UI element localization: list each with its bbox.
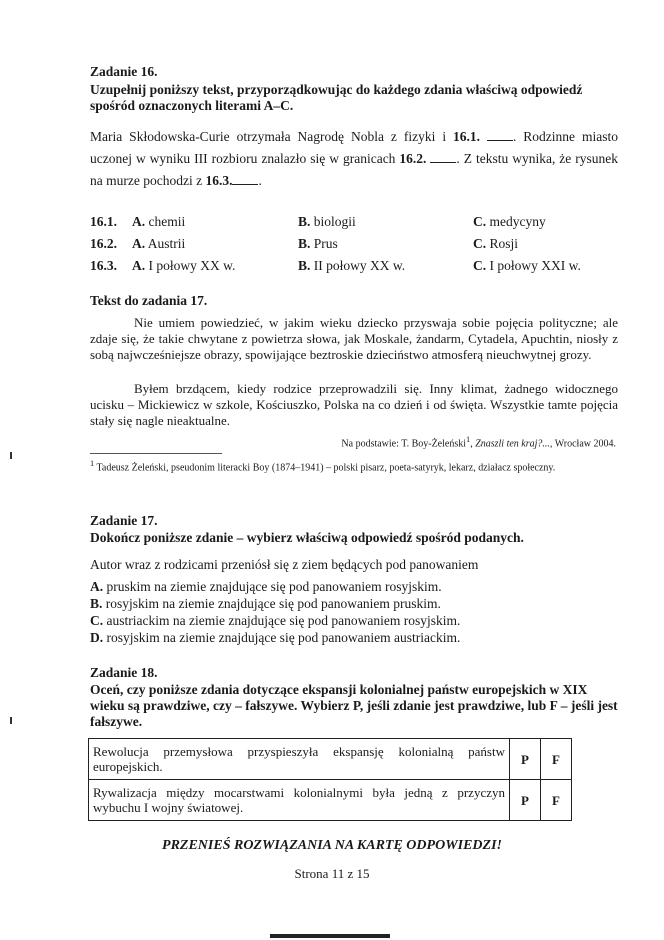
task17-stem: Autor wraz z rodzicami przeniósł się z ziem będących pod panowaniem	[90, 557, 479, 572]
scan-mark	[10, 717, 12, 724]
text17-footnote	[90, 458, 618, 474]
option-letter: A.	[132, 258, 146, 273]
task16-blank-2	[430, 150, 456, 163]
task16-row-1-a	[132, 214, 185, 230]
task16-blank-1	[487, 128, 513, 141]
task16-row-2-a	[132, 236, 185, 252]
source-title: Znaszli ten kraj?...	[475, 438, 550, 450]
option-text: rosyjskim na ziemie znajdujące się pod panowaniem pruskim.	[105, 596, 441, 611]
option-letter: B.	[298, 236, 311, 251]
option-text: austriackim na ziemie znajdujące się pod panowaniem rosyjskim.	[106, 613, 461, 628]
task16-row-3-b	[298, 258, 405, 274]
task16-row-3-a	[132, 258, 235, 274]
task16-text-part4: .	[258, 173, 262, 188]
footnote-divider	[90, 453, 222, 454]
option-letter: C.	[473, 214, 487, 229]
task16-row-2-b	[298, 236, 338, 252]
false-option-1[interactable]: F	[541, 739, 572, 780]
task17-option-c	[90, 612, 460, 630]
footnote-marker: 1	[466, 435, 471, 444]
option-letter: D.	[90, 630, 104, 645]
option-letter: C.	[90, 613, 104, 628]
task16-ref-2: 16.2.	[399, 151, 427, 166]
task16-row-2	[90, 236, 117, 252]
task17-option-d	[90, 629, 460, 647]
text17-source: Na podstawie: T. Boy-Żeleński$^1$, Znaszli ten kraj?..., Wrocław 2004.	[341, 435, 616, 450]
task16-row-3	[90, 258, 117, 274]
task17-title: Zadanie 17.	[90, 513, 158, 528]
option-letter: A.	[132, 214, 146, 229]
task16-row-1	[90, 214, 117, 230]
scan-mark	[10, 452, 12, 459]
false-option-2[interactable]: F	[541, 780, 572, 821]
source-author: Na podstawie: T. Boy-Żeleński	[341, 438, 467, 450]
task16-instruction: Uzupełnij poniższy tekst, przyporządkowując do każdego zdania właściwą odpowiedź spośród oznaczonych literami A–C.	[90, 82, 583, 113]
table-row	[89, 739, 572, 780]
option-number: 16.2.	[90, 236, 117, 251]
option-letter: B.	[90, 596, 103, 611]
option-text: I połowy XX w.	[148, 258, 236, 273]
text17-heading: Tekst do zadania 17.	[90, 293, 208, 308]
task18-title: Zadanie 18.	[90, 665, 158, 680]
true-option-2[interactable]: P	[510, 780, 541, 821]
option-number: 16.3.	[90, 258, 117, 273]
true-false-table	[88, 738, 572, 821]
task16-ref-1: 16.1.	[453, 129, 481, 144]
option-text: biologii	[313, 214, 356, 229]
task16-text-part2: . Rodzinne miasto uczonej w wyniku III rozbioru znalazło się w granicach	[90, 129, 618, 166]
task16-blank-3	[232, 172, 258, 185]
option-letter: A.	[132, 236, 146, 251]
option-text: Prus	[313, 236, 338, 251]
scan-edge-mark	[270, 934, 390, 938]
task16-text-part3: . Z tekstu wynika, że rysunek na murze pochodzi z	[90, 151, 618, 188]
task16-text	[90, 126, 618, 192]
statement-2: Rywalizacja między mocarstwami kolonialnymi była jedną z przyczyn wybuchu I wojny światowej.	[89, 780, 510, 821]
task18-instruction: Oceń, czy poniższe zdania dotyczące ekspansji kolonialnej państw europejskich w XIX wieku są prawdziwe, czy – fałszywe. Wybierz P, jeśli zdanie jest prawdziwe, lub F – jeśli jest fałszywe.	[90, 682, 618, 729]
option-text: pruskim na ziemie znajdujące się pod panowaniem rosyjskim.	[106, 579, 442, 594]
option-number: 16.1.	[90, 214, 117, 229]
option-text: medycyny	[489, 214, 546, 229]
text17-paragraph-1: Nie umiem powiedzieć, w jakim wieku dziecko przyswaja sobie pojęcia polityczne; ale zdaje się, że takie chwytane z powietrza słowa, jak Moskale, żandarm, Cytadela, Apuchtin, niosły z sobą najwcześniejsze obrazy, spowijające beztroskie dzieciństwo atmosferą nieuchwytnej grozy.	[90, 315, 618, 362]
page-number: Strona 11 z 15	[294, 866, 370, 881]
option-letter: A.	[90, 579, 104, 594]
option-text: rosyjskim na ziemie znajdujące się pod panowaniem austriackim.	[106, 630, 461, 645]
option-text: II połowy XX w.	[313, 258, 406, 273]
option-text: Austrii	[147, 236, 186, 251]
task16-ref-3: 16.3.	[205, 173, 233, 188]
task16-row-1-b	[298, 214, 356, 230]
table-row	[89, 780, 572, 821]
option-letter: B.	[298, 258, 311, 273]
footnote-number: 1	[90, 459, 95, 468]
source-place-year: , Wrocław 2004.	[549, 438, 616, 450]
task16-row-3-c	[473, 258, 581, 274]
option-letter: B.	[298, 214, 311, 229]
option-text: Rosji	[489, 236, 519, 251]
task16-title: Zadanie 16.	[90, 64, 158, 79]
option-text: chemii	[148, 214, 186, 229]
task16-row-2-c	[473, 236, 518, 252]
task17-instruction: Dokończ poniższe zdanie – wybierz właściwą odpowiedź spośród podanych.	[90, 530, 524, 545]
task16-row-1-c	[473, 214, 546, 230]
statement-1: Rewolucja przemysłowa przyspieszyła ekspansję kolonialną państw europejskich.	[89, 739, 510, 780]
task16-text-part1: Maria Skłodowska-Curie otrzymała Nagrodę Nobla z fizyki i	[90, 129, 454, 144]
text17-paragraph-2: Byłem brzdącem, kiedy rodzice przeprowadzili się. Inny klimat, żadnego widocznego ucisku – Mickiewicz w szkole, Kościuszko, Polska na co dzień i od święta. Wszystkie tamte pojęcia stały się nagle nieaktualne.	[90, 381, 618, 428]
option-letter: C.	[473, 236, 487, 251]
transfer-instruction: PRZENIEŚ ROZWIĄZANIA NA KARTĘ ODPOWIEDZI!	[162, 838, 502, 853]
option-letter: C.	[473, 258, 487, 273]
option-text: I połowy XXI w.	[489, 258, 581, 273]
task17-option-b	[90, 595, 441, 613]
true-option-1[interactable]: P	[510, 739, 541, 780]
footnote-text: Tadeusz Żeleński, pseudonim literacki Boy (1874–1941) – polski pisarz, poeta-satyryk, lekarz, działacz społeczny.	[96, 462, 556, 474]
task17-option-a	[90, 578, 442, 596]
